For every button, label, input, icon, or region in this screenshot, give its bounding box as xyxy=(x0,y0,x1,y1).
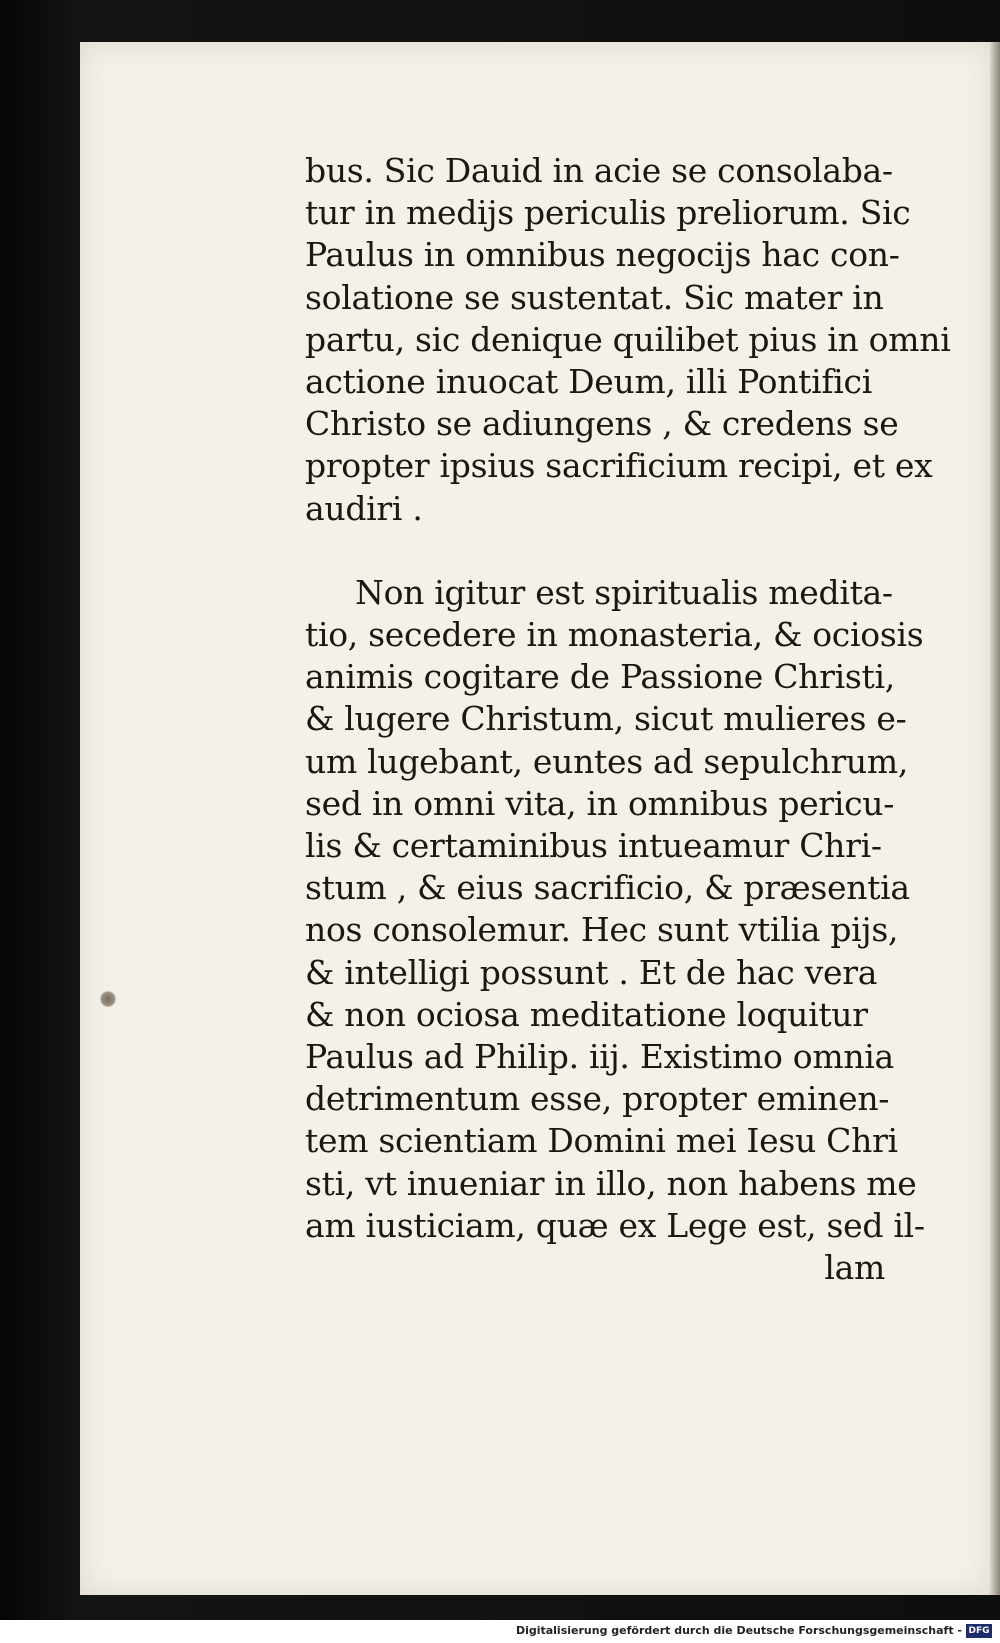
text-line: stum , & eius sacrificio, & præsentia xyxy=(305,868,910,908)
text-line: animis cogitare de Passione Christi, xyxy=(305,657,895,697)
text-line: partu, sic denique quilibet pius in omni xyxy=(305,319,951,359)
text-line: Christo se adiungens , & credens se xyxy=(305,404,899,444)
footer-bar xyxy=(0,1620,1000,1643)
text-line: sti, vt inueniar in illo, non habens me xyxy=(305,1163,917,1203)
paragraph-gap xyxy=(305,530,925,572)
text-line: tio, secedere in monasteria, & ociosis xyxy=(305,615,924,655)
dfg-logo: DFG xyxy=(966,1624,992,1638)
paragraph-1 xyxy=(305,150,951,530)
page-text xyxy=(305,150,951,1289)
text-line: tur in medijs periculis preliorum. Sic xyxy=(305,193,911,233)
text-line: lis & certaminibus intueamur Chri- xyxy=(305,826,882,866)
catchword: lam xyxy=(824,1248,885,1288)
text-line: um lugebant, euntes ad sepulchrum, xyxy=(305,741,909,781)
text-line: Paulus ad Philip. iij. Existimo omnia xyxy=(305,1037,894,1077)
text-line: propter ipsius sacrificium recipi, et ex xyxy=(305,446,933,486)
page-edge xyxy=(990,42,1000,1595)
text-line: Paulus in omnibus negocijs hac con- xyxy=(305,235,900,275)
ink-stain xyxy=(100,990,116,1008)
paragraph-2 xyxy=(305,572,925,1289)
text-line: & intelligi possunt . Et de hac vera xyxy=(305,952,878,992)
text-line: am iusticiam, quæ ex Lege est, sed il- xyxy=(305,1205,925,1245)
text-line: audiri . xyxy=(305,488,423,528)
text-line: bus. Sic Dauid in acie se consolaba- xyxy=(305,151,893,190)
text-line: Non igitur est spiritualis medita- xyxy=(355,572,893,612)
funding-credit: Digitalisierung gefördert durch die Deutsche Forschungsgemeinschaft - xyxy=(515,1624,962,1637)
text-line: nos consolemur. Hec sunt vtilia pijs, xyxy=(305,910,899,950)
text-line: & non ociosa meditatione loquitur xyxy=(305,994,868,1034)
text-line: solatione se sustentat. Sic mater in xyxy=(305,277,884,317)
text-line: tem scientiam Domini mei Iesu Chri xyxy=(305,1121,898,1161)
text-line: actione inuocat Deum, illi Pontifici xyxy=(305,362,872,402)
text-line: & lugere Christum, sicut mulieres e- xyxy=(305,699,907,739)
text-line: sed in omni vita, in omnibus pericu- xyxy=(305,783,895,823)
text-line: detrimentum esse, propter eminen- xyxy=(305,1079,890,1119)
